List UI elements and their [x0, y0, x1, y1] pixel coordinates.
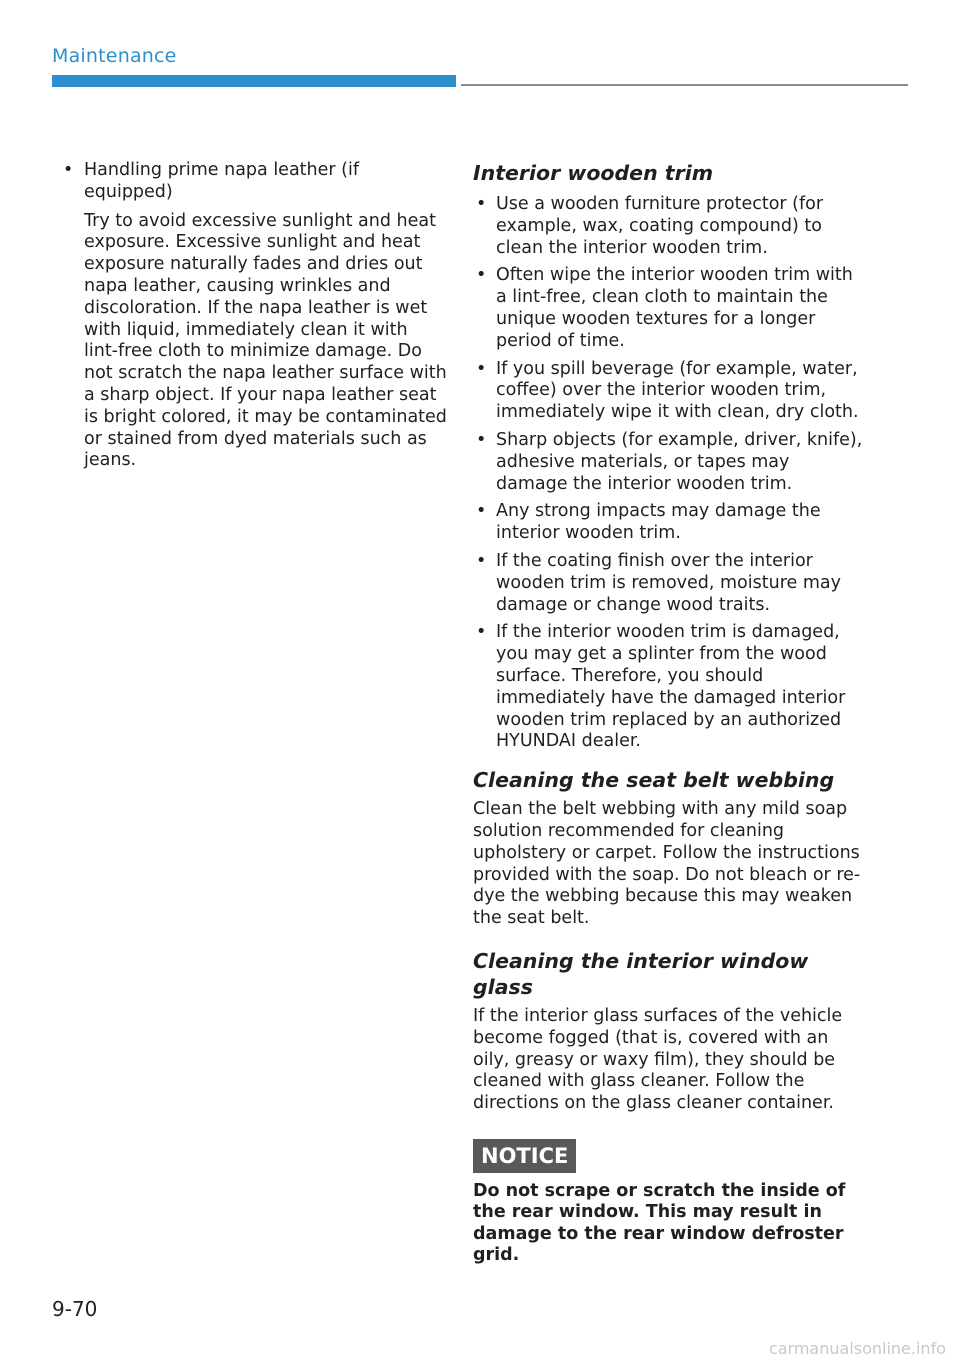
notice-label: NOTICE — [473, 1139, 576, 1173]
napa-leather-title: Handling prime napa leather (if equipped) — [84, 160, 360, 202]
header-accent-bar — [52, 75, 456, 87]
seat-belt-heading: Cleaning the seat belt webbing — [473, 768, 835, 793]
list-item: • Any strong impacts may damage the interior wooden trim. — [473, 501, 863, 545]
window-glass-heading: Cleaning the interior window glass — [473, 948, 809, 999]
list-item: • If the interior wooden trim is damaged, you may get a splinter from the wood surface. Therefore, you should immediately have the damaged interior wooden trim replaced by an authorized HYUNDAI dealer. — [473, 622, 863, 753]
watermark: carmanualsonline.info — [768, 1339, 946, 1358]
notice-box — [473, 1115, 863, 1267]
left-column — [62, 160, 447, 478]
right-column — [473, 160, 863, 1267]
seat-belt-body: Clean the belt webbing with any mild soap solution recommended for cleaning upholstery or carpet. Follow the instructions provided with the soap. Do not bleach or re-dye the webbing because this may weaken the seat belt. — [473, 799, 861, 929]
list-item-napa-leather — [62, 160, 447, 472]
list-item: • If you spill beverage (for example, water, coffee) over the interior wooden trim, immediately wipe it with clean, dry cloth. — [473, 359, 863, 424]
wooden-trim-heading: Interior wooden trim — [473, 161, 714, 185]
window-glass-section — [473, 948, 863, 1115]
page-number: 9-70 — [52, 1297, 98, 1321]
window-glass-body: If the interior glass surfaces of the vehicle become fogged (that is, covered with an oily, greasy or waxy film), they should be cleaned with glass cleaner. Follow the directions on the glass cleaner container. — [473, 1005, 843, 1114]
list-item: • Use a wooden furniture protector (for example, wax, coating compound) to clean the interior wooden trim. — [473, 194, 863, 259]
section-title: Maintenance — [52, 45, 177, 67]
wooden-trim-list — [473, 194, 863, 753]
napa-leather-body: Try to avoid excessive sunlight and heat exposure. Excessive sunlight and heat exposure naturally fades and dries out napa leather, causing wrinkles and discoloration. If the napa leather is wet with liquid, immediately clean it with lint-free cloth to minimize damage. Do not scratch the napa leather surface with a sharp object. If your napa leather seat is bright colored, it may be contaminated or stained from dyed materials such as jeans. — [84, 210, 447, 471]
list-item: • Sharp objects (for example, driver, knife), adhesive materials, or tapes may damage the interior wooden trim. — [473, 430, 863, 495]
list-item: • Often wipe the interior wooden trim with a lint-free, clean cloth to maintain the unique wooden textures for a longer period of time. — [473, 265, 863, 352]
seat-belt-section — [473, 767, 863, 930]
header-divider — [461, 84, 908, 86]
leather-list — [62, 160, 447, 472]
list-item: • If the coating finish over the interior wooden trim is removed, moisture may damage or change wood traits. — [473, 551, 863, 616]
notice-text: Do not scrape or scratch the inside of the rear window. This may result in damage to the rear window defroster grid. — [473, 1180, 846, 1266]
